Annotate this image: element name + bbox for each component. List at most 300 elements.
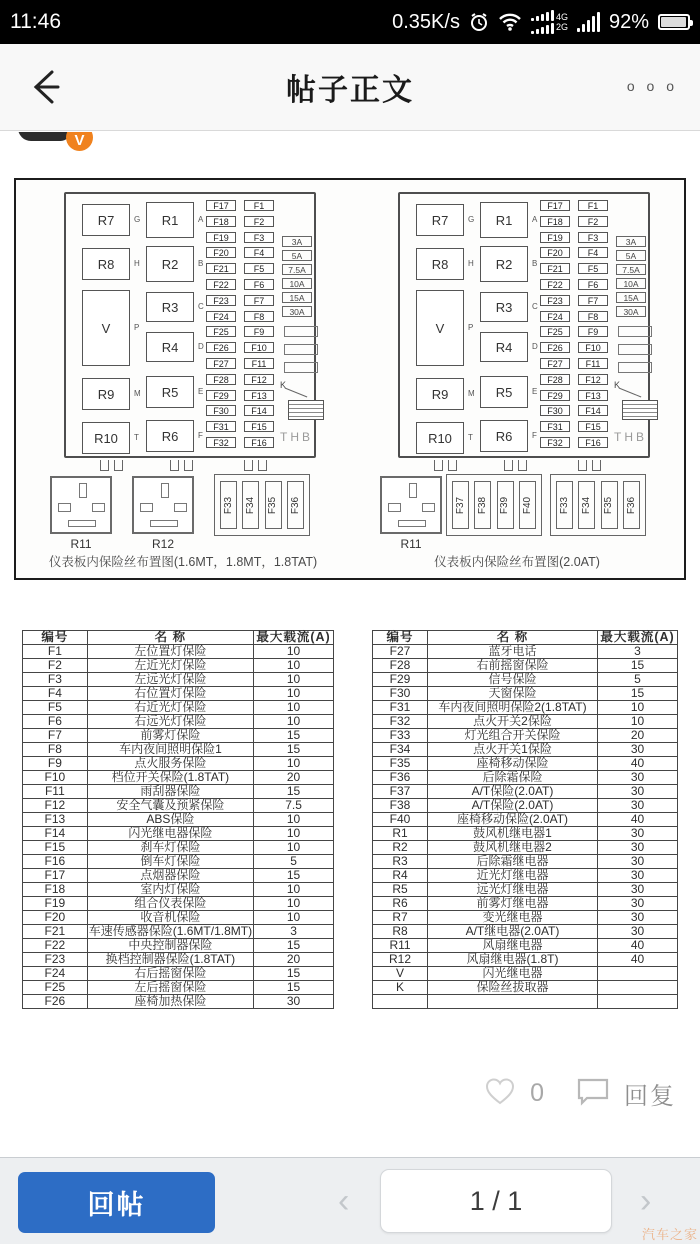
spare-fuse-box [618, 362, 652, 373]
table-cell: R3 [373, 855, 428, 869]
fuse-box: F5 [578, 263, 608, 274]
alarm-icon [469, 12, 489, 32]
bottom-action-bar [0, 1157, 700, 1244]
table-cell: F3 [23, 673, 88, 687]
socket-slot [174, 503, 187, 512]
table-cell: 室内灯保险 [87, 883, 253, 897]
fusebox-main-outline [64, 192, 316, 458]
relay-box: R5 [480, 376, 528, 408]
relay-box: V [82, 290, 130, 366]
table-cell: 收音机保险 [87, 911, 253, 925]
table-cell: 20 [254, 771, 334, 785]
next-page-chevron-icon[interactable]: › [640, 1182, 652, 1220]
relay-socket [132, 476, 194, 534]
vertical-fuse-block [550, 474, 646, 536]
table-cell: 15 [598, 687, 678, 701]
socket-slot [79, 483, 87, 498]
relay-box: R5 [146, 376, 194, 408]
post-image-fusebox-diagram[interactable] [14, 178, 686, 580]
fuse-table-right [372, 630, 678, 1009]
table-cell: F40 [373, 813, 428, 827]
table-cell: 点烟器保险 [87, 869, 253, 883]
relay-box: R1 [146, 202, 194, 238]
navigation-header [0, 44, 700, 131]
fuse-box: F29 [540, 390, 570, 401]
vertical-fuse-label: F40 [521, 496, 533, 514]
table-cell: R2 [373, 841, 428, 855]
table-row [23, 939, 334, 953]
table-cell: F21 [23, 925, 88, 939]
table-cell: 座椅移动保险(2.0AT) [428, 813, 598, 827]
pin-letter: F [532, 431, 537, 440]
spare-fuse-box [284, 362, 318, 373]
table-row [373, 897, 678, 911]
amp-rating-box: 10A [616, 278, 646, 289]
table-cell: 雨刮器保险 [87, 785, 253, 799]
vertical-fuse-label: F37 [455, 496, 467, 514]
table-cell: 3 [598, 645, 678, 659]
table-cell: F33 [373, 729, 428, 743]
table-cell: K [373, 981, 428, 995]
table-cell: 鼓风机继电器1 [428, 827, 598, 841]
table-row [23, 841, 334, 855]
table-cell: 天窗保险 [428, 687, 598, 701]
verified-badge: V [66, 132, 93, 151]
vertical-fuse-label: F35 [267, 496, 279, 514]
table-row [23, 701, 334, 715]
fuse-box: F5 [244, 263, 274, 274]
table-cell: F32 [373, 715, 428, 729]
table-cell: 10 [254, 715, 334, 729]
site-watermark: 汽车之家 [641, 1227, 698, 1242]
table-cell: 信号保险 [428, 673, 598, 687]
dual-sim-signal-icon [531, 10, 568, 34]
table-row [373, 855, 678, 869]
table-row [23, 897, 334, 911]
table-row [23, 757, 334, 771]
table-cell: R4 [373, 869, 428, 883]
table-cell: 5 [598, 673, 678, 687]
table-cell: ABS保险 [87, 813, 253, 827]
column-header: 编号 [373, 631, 428, 645]
diagram-caption: 仪表板内保险丝布置图(2.0AT) [434, 555, 600, 569]
table-row [373, 659, 678, 673]
fuse-box: F31 [540, 421, 570, 432]
fuse-box: F17 [540, 200, 570, 211]
like-button[interactable] [484, 1076, 516, 1111]
fuse-box: F2 [578, 216, 608, 227]
fuse-box: F3 [578, 232, 608, 243]
amp-rating-box: 30A [282, 306, 312, 317]
table-row [373, 939, 678, 953]
table-cell: F31 [373, 701, 428, 715]
table-row [373, 995, 678, 1009]
socket-slot [409, 483, 417, 498]
fuse-box: F32 [540, 437, 570, 448]
table-row [373, 645, 678, 659]
table-cell: 右远光灯保险 [87, 715, 253, 729]
status-bar [0, 0, 700, 44]
pin-letter: M [468, 389, 475, 398]
table-cell: 车内夜间照明保险1 [87, 743, 253, 757]
table-cell: 风扇继电器 [428, 939, 598, 953]
table-cell: 30 [598, 883, 678, 897]
amp-rating-box: 3A [282, 236, 312, 247]
network-speed: 0.35K/s [392, 10, 460, 33]
table-cell: 10 [598, 715, 678, 729]
vertical-fuse-label: F36 [625, 496, 637, 514]
table-cell: 15 [254, 743, 334, 757]
fuse-puller-pointer-line [285, 388, 308, 398]
table-cell: 右近光灯保险 [87, 701, 253, 715]
fuse-box: F22 [540, 279, 570, 290]
table-cell: 组合仪表保险 [87, 897, 253, 911]
comment-icon[interactable] [576, 1076, 610, 1111]
relay-socket [380, 476, 442, 534]
table-row [23, 869, 334, 883]
wifi-icon [498, 13, 522, 31]
prev-page-chevron-icon[interactable]: ‹ [338, 1182, 350, 1220]
table-cell: F35 [373, 757, 428, 771]
table-cell: F9 [23, 757, 88, 771]
socket-slot [398, 520, 426, 527]
pin-letter: B [198, 259, 204, 268]
spare-fuse-box [618, 326, 652, 337]
table-cell: 30 [598, 869, 678, 883]
fuse-box: F22 [206, 279, 236, 290]
table-cell: F25 [23, 981, 88, 995]
reply-link[interactable]: 回复 [624, 1083, 676, 1110]
pin-letter: E [532, 387, 538, 396]
amp-rating-box: 3A [616, 236, 646, 247]
socket-slot [388, 503, 401, 512]
table-cell: F12 [23, 799, 88, 813]
relay-box: R7 [82, 204, 130, 236]
table-cell: F17 [23, 869, 88, 883]
table-row [23, 995, 334, 1009]
pin-letter: T [468, 433, 473, 442]
vertical-fuse-block [446, 474, 542, 536]
table-cell: 30 [598, 855, 678, 869]
table-cell: 近光灯继电器 [428, 869, 598, 883]
column-header: 名 称 [428, 631, 598, 645]
fuse-puller-k-label: K [280, 380, 287, 390]
pin-letter: H [134, 259, 140, 268]
fuse-box: F14 [578, 405, 608, 416]
relay-box: R9 [82, 378, 130, 410]
table-cell: F1 [23, 645, 88, 659]
column-header: 名 称 [87, 631, 253, 645]
table-row [373, 911, 678, 925]
fuse-box: F30 [206, 405, 236, 416]
amp-rating-box: 15A [616, 292, 646, 303]
table-cell: 10 [254, 911, 334, 925]
table-row [373, 981, 678, 995]
table-cell: F11 [23, 785, 88, 799]
table-cell: 风扇继电器(1.8T) [428, 953, 598, 967]
relay-box: R10 [82, 422, 130, 454]
vertical-fuse [556, 481, 573, 529]
relay-box: R3 [480, 292, 528, 322]
like-count: 0 [530, 1079, 544, 1107]
table-cell: 15 [254, 967, 334, 981]
table-row [23, 715, 334, 729]
fuse-box: F3 [244, 232, 274, 243]
table-cell: 10 [598, 701, 678, 715]
table-cell: 30 [598, 771, 678, 785]
table-cell [598, 967, 678, 981]
table-row [373, 953, 678, 967]
relay-box: R6 [146, 420, 194, 452]
amp-rating-box: 10A [282, 278, 312, 289]
table-cell: 右位置灯保险 [87, 687, 253, 701]
table-cell: F24 [23, 967, 88, 981]
table-cell: 5 [254, 855, 334, 869]
table-row [23, 659, 334, 673]
table-cell: 车速传感器保险(1.6MT/1.8MT) [88, 924, 253, 938]
fusebox-diagram-left [16, 180, 350, 576]
table-header-row [23, 631, 334, 645]
table-row [373, 687, 678, 701]
table-cell: F38 [373, 799, 428, 813]
table-cell: 鼓风机继电器2 [428, 841, 598, 855]
table-cell: 10 [254, 687, 334, 701]
table-cell: F20 [23, 911, 88, 925]
pin-letter: E [198, 387, 204, 396]
table-cell: F18 [23, 883, 88, 897]
table-cell: 点火开关1保险 [428, 743, 598, 757]
reply-post-button[interactable]: 回帖 [18, 1172, 215, 1233]
table-row [23, 967, 334, 981]
table-cell: 15 [254, 869, 334, 883]
author-avatar[interactable] [18, 132, 98, 153]
fuse-box: F29 [206, 390, 236, 401]
table-cell: 20 [254, 953, 334, 967]
back-button[interactable] [24, 66, 68, 110]
table-cell: 20 [598, 729, 678, 743]
table-cell: R5 [373, 883, 428, 897]
page-indicator[interactable]: 1 / 1 [380, 1169, 612, 1233]
fuse-box: F27 [540, 358, 570, 369]
fuse-table-left [22, 630, 334, 1009]
page-title: 帖子正文 [286, 74, 414, 107]
vertical-fuse-label: F35 [603, 496, 615, 514]
fuse-box: F26 [540, 342, 570, 353]
vertical-fuse [601, 481, 618, 529]
fuse-box: F9 [578, 326, 608, 337]
vertical-fuse [287, 481, 304, 529]
fuse-box: F10 [578, 342, 608, 353]
fuse-box: F6 [244, 279, 274, 290]
table-row [373, 967, 678, 981]
diagram-caption: 仪表板内保险丝布置图(1.6MT，1.8MT，1.8TAT) [48, 555, 318, 569]
relay-box: R3 [146, 292, 194, 322]
pin-letter: G [134, 215, 141, 224]
table-row [23, 953, 334, 967]
amp-rating-box: 5A [616, 250, 646, 261]
vertical-fuse-block [214, 474, 310, 536]
table-cell: R11 [373, 939, 428, 953]
vertical-fuse [623, 481, 640, 529]
fuse-puller-k-label: K [614, 380, 621, 390]
table-cell [373, 995, 428, 1009]
fuse-box: F25 [540, 326, 570, 337]
fuse-puller-pointer-line [619, 388, 642, 398]
more-options-button[interactable]: o o o [626, 78, 678, 94]
relay-box: R8 [416, 248, 464, 280]
fuse-spec-tables [22, 630, 678, 1009]
table-cell: R8 [373, 925, 428, 939]
fuse-box: F24 [540, 311, 570, 322]
socket-slot [140, 503, 153, 512]
vertical-fuse [242, 481, 259, 529]
socket-slot [68, 520, 96, 527]
table-cell: 左后摇窗保险 [87, 981, 253, 995]
table-cell: 30 [598, 841, 678, 855]
vertical-fuse-label: F36 [289, 496, 301, 514]
fuse-box: F18 [540, 216, 570, 227]
fuse-box: F11 [244, 358, 274, 369]
table-row [23, 785, 334, 799]
table-cell: 后除霜保险 [428, 771, 598, 785]
table-row [373, 869, 678, 883]
fuse-box: F17 [206, 200, 236, 211]
vertical-fuse [519, 481, 536, 529]
fuse-box: F7 [244, 295, 274, 306]
table-row [23, 743, 334, 757]
table-cell: F29 [373, 673, 428, 687]
table-cell: 右后摇窗保险 [87, 967, 253, 981]
amp-rating-box: 5A [282, 250, 312, 261]
pin-letter: M [134, 389, 141, 398]
table-cell [598, 981, 678, 995]
vertical-fuse-label: F33 [559, 496, 571, 514]
relay-box: R1 [480, 202, 528, 238]
fuse-box: F21 [206, 263, 236, 274]
table-cell: 30 [254, 995, 334, 1009]
fuse-box: F12 [578, 374, 608, 385]
fuse-box: F23 [540, 295, 570, 306]
pin-letter: P [468, 323, 474, 332]
relay-box: V [416, 290, 464, 366]
table-cell: F36 [373, 771, 428, 785]
table-row [373, 743, 678, 757]
fuse-box: F10 [244, 342, 274, 353]
table-cell: R1 [373, 827, 428, 841]
relay-box: R2 [146, 246, 194, 282]
spare-fuse-box [618, 344, 652, 355]
connector-tabs [504, 460, 527, 471]
fuse-box: F21 [540, 263, 570, 274]
socket-slot [58, 503, 71, 512]
connector-tabs [100, 460, 123, 471]
fuse-box: F6 [578, 279, 608, 290]
fuse-box: F13 [244, 390, 274, 401]
vertical-fuse-label: F39 [499, 496, 511, 514]
table-cell: 30 [598, 799, 678, 813]
table-row [373, 715, 678, 729]
table-row [373, 701, 678, 715]
table-cell: 点火开关2保险 [428, 715, 598, 729]
pin-letter: D [198, 342, 204, 351]
relay-box: R9 [416, 378, 464, 410]
fuse-box: F19 [206, 232, 236, 243]
table-cell: 15 [254, 939, 334, 953]
table-cell: 档位开关保险(1.8TAT) [87, 771, 253, 785]
table-cell: F7 [23, 729, 88, 743]
relay-box: R2 [480, 246, 528, 282]
table-cell: F10 [23, 771, 88, 785]
signal-bars-icon [577, 12, 600, 32]
fuse-box: F13 [578, 390, 608, 401]
table-row [373, 841, 678, 855]
table-cell: F15 [23, 841, 88, 855]
fuse-box: F4 [578, 247, 608, 258]
vertical-fuse [452, 481, 469, 529]
fuse-box: F28 [206, 374, 236, 385]
table-cell: 灯光组合开关保险 [428, 729, 598, 743]
fuse-box: F12 [244, 374, 274, 385]
table-cell [598, 995, 678, 1009]
relay-box: R4 [146, 332, 194, 362]
fuse-box: F2 [244, 216, 274, 227]
fuse-box: F19 [540, 232, 570, 243]
net-type-top: 4G [555, 12, 568, 22]
table-cell: 闪光继电器 [428, 967, 598, 981]
table-cell: F5 [23, 701, 88, 715]
table-row [23, 855, 334, 869]
clock-time: 11:46 [10, 10, 61, 33]
fuse-box: F14 [244, 405, 274, 416]
table-cell: 10 [254, 757, 334, 771]
socket-slot [161, 483, 169, 498]
table-row [23, 771, 334, 785]
fuse-box: F25 [206, 326, 236, 337]
fuse-box: F8 [578, 311, 608, 322]
table-cell: 左近光灯保险 [87, 659, 253, 673]
table-cell: 15 [254, 981, 334, 995]
table-cell: 10 [254, 841, 334, 855]
table-row [373, 799, 678, 813]
amp-rating-box: 15A [282, 292, 312, 303]
table-row [23, 813, 334, 827]
fuse-box: F4 [244, 247, 274, 258]
fuse-box: F31 [206, 421, 236, 432]
table-cell: 车内夜间照明保险2(1.8TAT) [428, 701, 598, 715]
net-type-bottom: 2G [555, 22, 568, 32]
table-row [23, 687, 334, 701]
battery-percentage: 92% [608, 10, 649, 33]
fuse-box: F16 [578, 437, 608, 448]
fuse-box: F30 [540, 405, 570, 416]
pin-letter: B [532, 259, 538, 268]
fusebox-main-outline [398, 192, 650, 458]
table-row [373, 785, 678, 799]
table-cell: 40 [598, 939, 678, 953]
connector-tabs [434, 460, 457, 471]
table-cell: F37 [373, 785, 428, 799]
vertical-fuse [265, 481, 282, 529]
table-cell: 倒车灯保险 [87, 855, 253, 869]
relay-box: R4 [480, 332, 528, 362]
table-row [373, 813, 678, 827]
vertical-fuse-label: F34 [581, 496, 593, 514]
fuse-box: F9 [244, 326, 274, 337]
table-cell: 左远光灯保险 [87, 673, 253, 687]
pin-letter: T [134, 433, 139, 442]
table-cell: 10 [254, 897, 334, 911]
pin-letter: C [198, 302, 204, 311]
